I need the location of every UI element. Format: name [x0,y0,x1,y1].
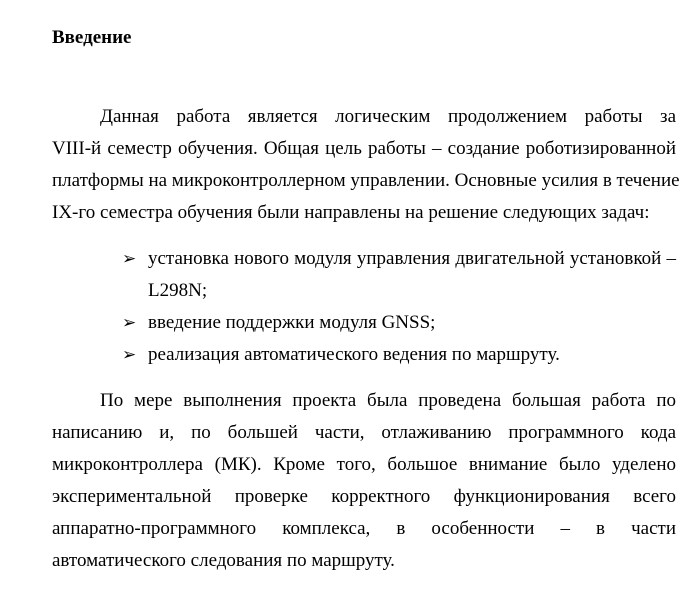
task-list [122,243,676,371]
text-line: аппаратно-программного комплекса, в особенности – в части [52,518,676,539]
list-item [122,307,676,339]
paragraph-progress [52,385,676,577]
arrow-bullet-icon: ➢ [122,249,137,269]
text-line: По мере выполнения проекта была проведена большая работа по [100,390,676,411]
text-line: введение поддержки модуля GNSS; [148,312,436,333]
text-line: автоматического следования по маршруту. [52,550,395,571]
text-line: экспериментальной проверке корректного функционирования всего [52,486,676,507]
text-line: написанию и, по большей части, отлаживанию программного кода [52,422,676,443]
list-item [122,339,676,371]
text-line: Данная работа является логическим продолжением работы за [100,106,676,127]
arrow-bullet-icon: ➢ [122,345,137,365]
paragraph-intro [52,101,680,229]
text-line: реализация автоматического ведения по маршруту. [148,344,560,365]
arrow-bullet-icon: ➢ [122,313,137,333]
text-line: платформы на микроконтроллерном управлении. Основные усилия в течение [52,170,680,191]
text-line: микроконтроллера (МК). Кроме того, большое внимание было уделено [52,454,676,475]
text-line: установка нового модуля управления двигательной установкой – [148,248,676,269]
text-line: L298N; [148,280,208,301]
text-line: IX-го семестра обучения были направлены на решение следующих задач: [52,202,650,223]
list-item [122,243,676,307]
text-line: VIII-й семестр обучения. Общая цель работы – создание роботизированной [52,138,676,159]
section-heading: Введение [52,27,132,48]
